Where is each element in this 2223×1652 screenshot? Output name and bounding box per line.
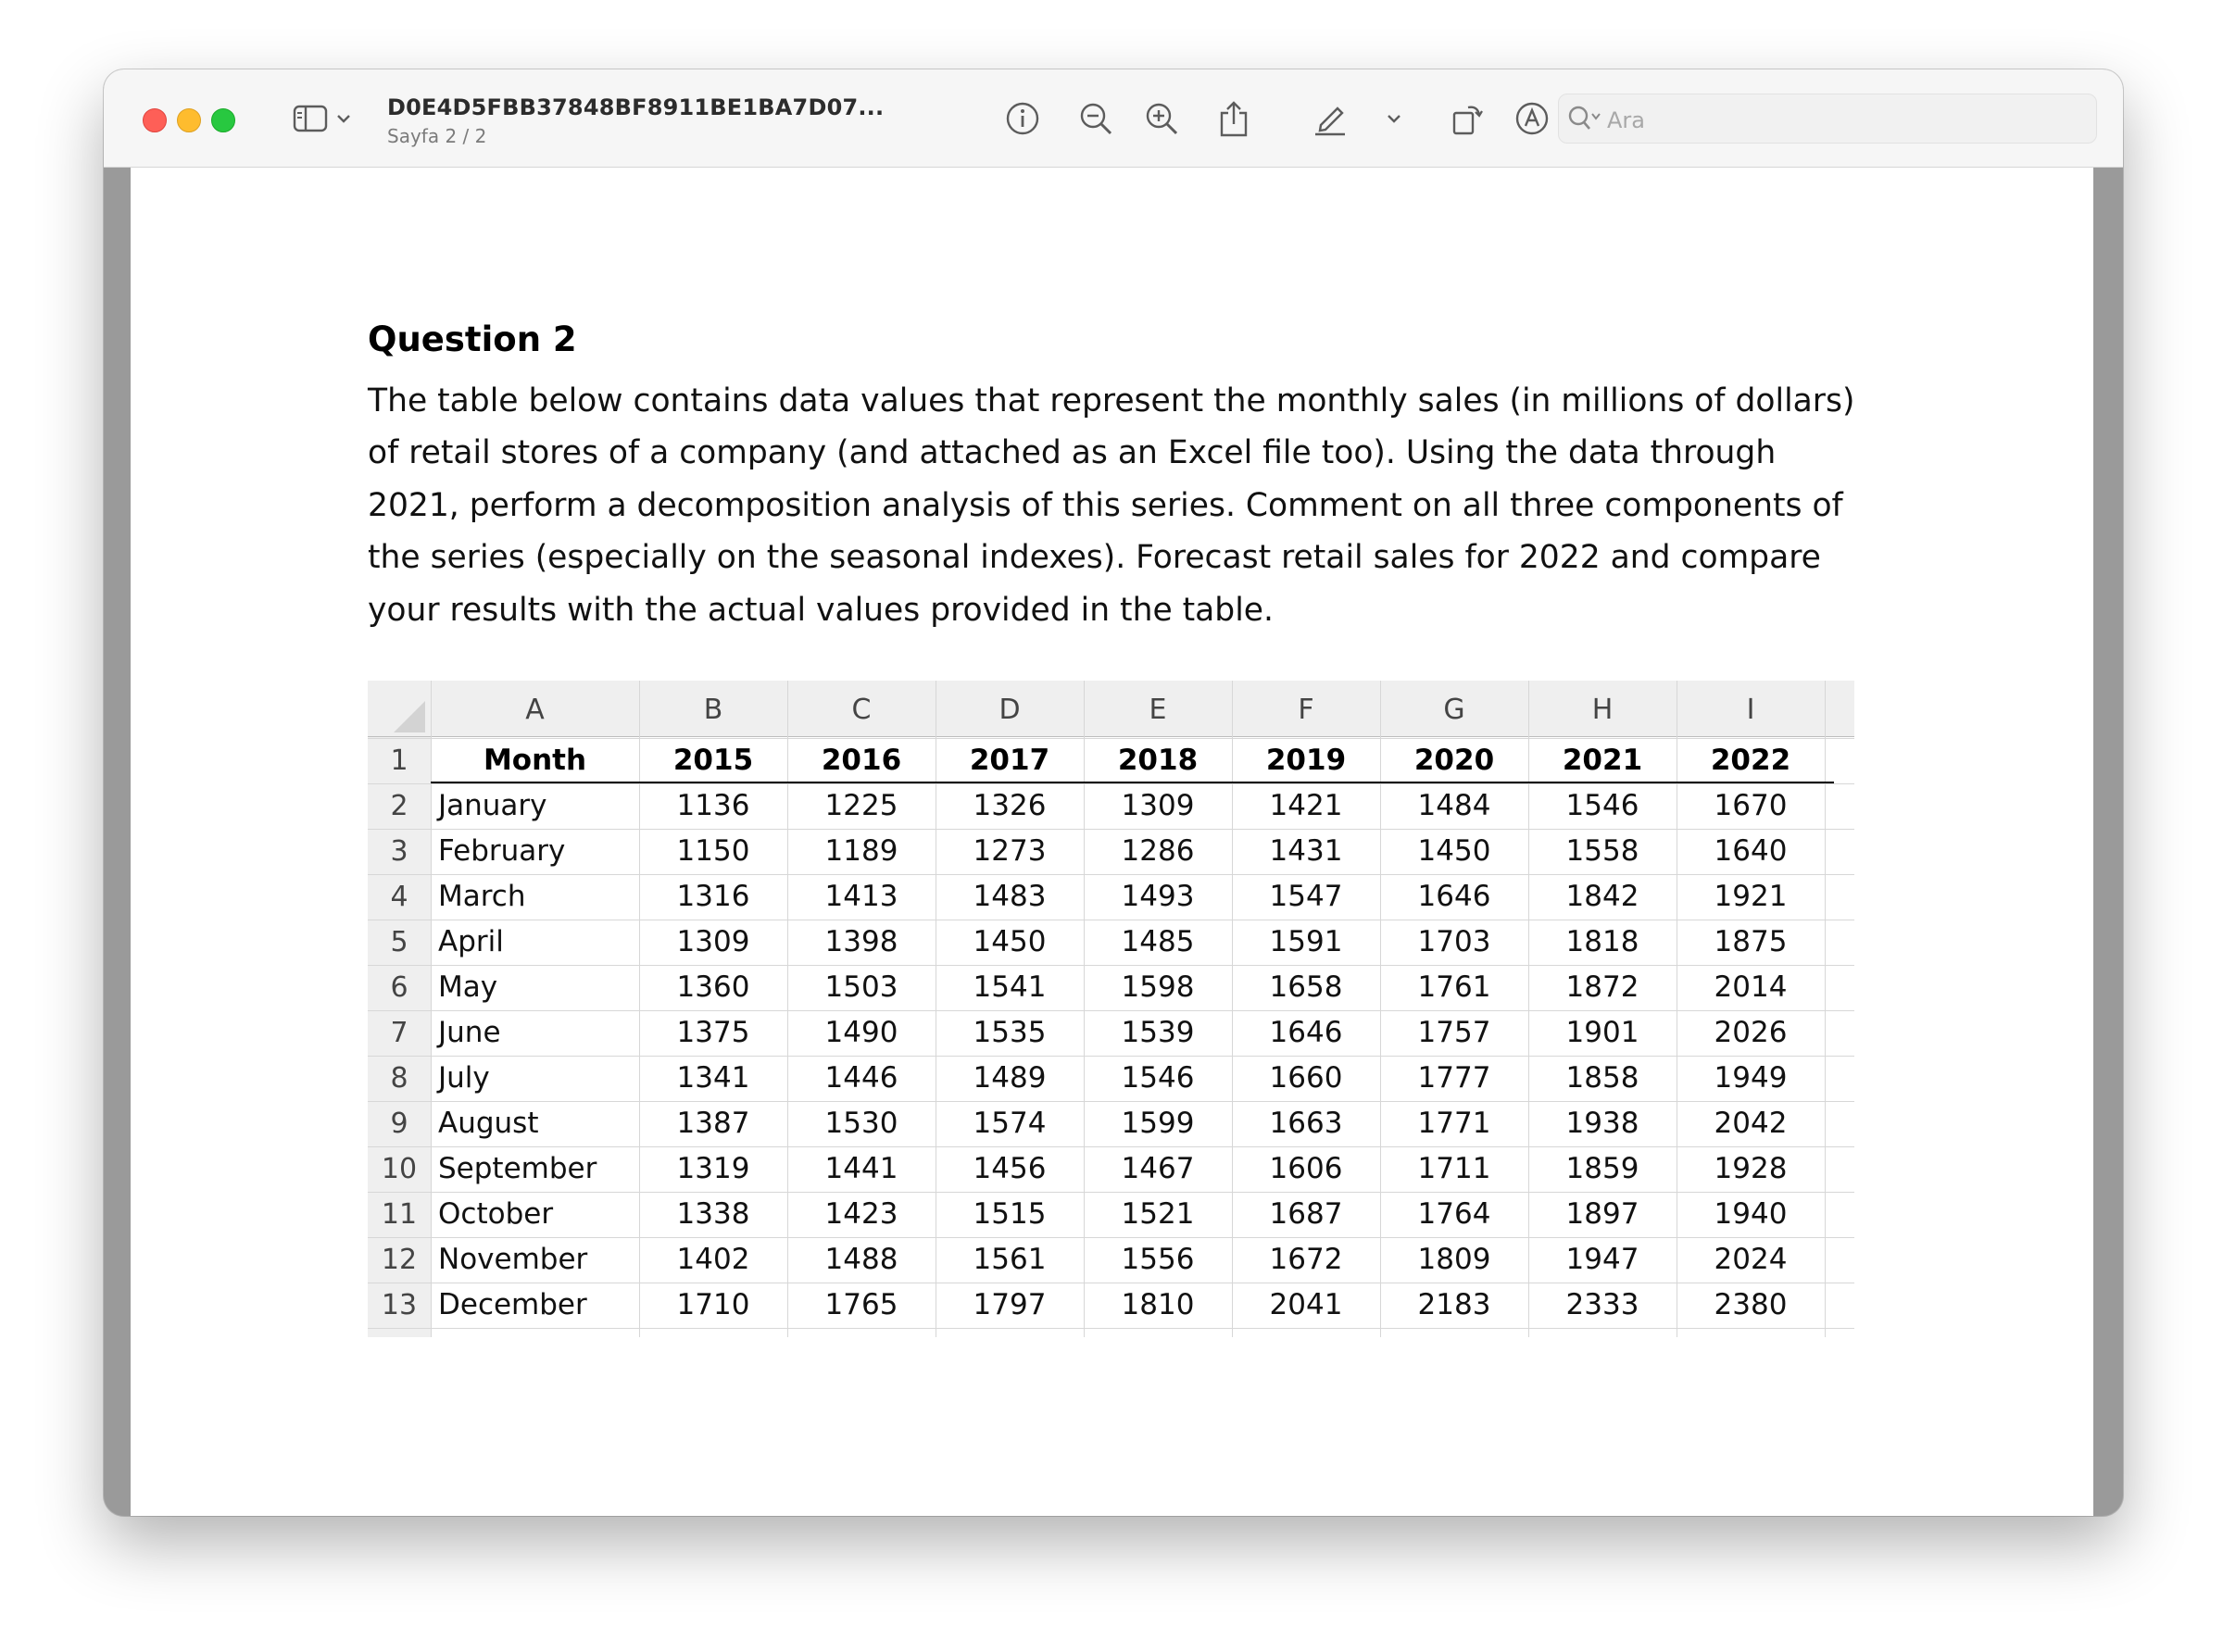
sales-value-cell: 1556 (1121, 1243, 1195, 1276)
question-title: Question 2 (368, 319, 577, 359)
search-field[interactable] (1558, 94, 2097, 144)
header-cell-month: Month (483, 744, 587, 777)
header-cell-year: 2019 (1265, 744, 1347, 777)
sales-value-cell: 1558 (1565, 834, 1639, 868)
sales-value-cell: 1546 (1121, 1061, 1195, 1095)
month-label-cell: May (438, 970, 498, 1004)
sales-value-cell: 1859 (1565, 1152, 1639, 1185)
header-divider (368, 736, 1854, 737)
sales-value-cell: 1710 (676, 1288, 750, 1321)
sales-value-cell: 1150 (676, 834, 750, 868)
sales-value-cell: 1764 (1417, 1197, 1491, 1231)
month-label-cell: March (438, 880, 526, 913)
sales-value-cell: 1901 (1565, 1016, 1639, 1049)
sales-value-cell: 1319 (676, 1152, 750, 1185)
sales-value-cell: 1921 (1714, 880, 1788, 913)
row-header-4[interactable]: 4 (390, 881, 408, 913)
sales-value-cell: 1670 (1714, 789, 1788, 822)
info-icon[interactable] (1004, 97, 1041, 140)
sales-value-cell: 1485 (1121, 925, 1195, 958)
sidebar-icon[interactable] (291, 97, 330, 140)
sales-value-cell: 1189 (824, 834, 898, 868)
sales-value-cell: 1547 (1269, 880, 1343, 913)
sales-value-cell: 1456 (973, 1152, 1047, 1185)
sales-value-cell: 1660 (1269, 1061, 1343, 1095)
sales-value-cell: 1483 (973, 880, 1047, 913)
sales-value-cell: 1489 (973, 1061, 1047, 1095)
sales-value-cell: 1341 (676, 1061, 750, 1095)
sales-value-cell: 2024 (1714, 1243, 1788, 1276)
sales-value-cell: 1375 (676, 1016, 750, 1049)
sales-value-cell: 1309 (676, 925, 750, 958)
sales-value-cell: 1503 (824, 970, 898, 1004)
sales-value-cell: 1672 (1269, 1243, 1343, 1276)
sales-value-cell: 1663 (1269, 1107, 1343, 1140)
rotate-icon[interactable] (1449, 97, 1486, 140)
header-cell-year: 2021 (1562, 744, 1643, 777)
header-cell-year: 2016 (821, 744, 902, 777)
sales-value-cell: 1488 (824, 1243, 898, 1276)
markup-pen-icon[interactable] (1311, 97, 1350, 140)
month-label-cell: July (438, 1061, 490, 1095)
column-header-a[interactable]: A (525, 694, 545, 726)
column-header-i[interactable]: I (1746, 694, 1755, 726)
sales-value-cell: 1940 (1714, 1197, 1788, 1231)
zoom-in-icon[interactable] (1143, 97, 1180, 140)
sales-value-cell: 1606 (1269, 1152, 1343, 1185)
column-header-e[interactable]: E (1149, 694, 1167, 726)
sales-value-cell: 1897 (1565, 1197, 1639, 1231)
column-header-g[interactable]: G (1443, 694, 1465, 726)
sales-value-cell: 1530 (824, 1107, 898, 1140)
row-header-13[interactable]: 13 (381, 1289, 418, 1321)
sales-value-cell: 1947 (1565, 1243, 1639, 1276)
spreadsheet-image (368, 681, 1854, 1337)
select-all-corner (394, 701, 425, 732)
markup-circle-icon[interactable] (1513, 97, 1551, 140)
row-header-8[interactable]: 8 (390, 1062, 408, 1095)
row-header-6[interactable]: 6 (390, 971, 408, 1004)
question-text: The table below contains data values that represent the monthly sales (in millions of dollars) of retail stores of a company (and attached as an Excel file too). Using the data through 2021, perform a decomposition analysis of this series. Comment on all three components of the series (especially on the seasonal indexes). Forecast retail sales for 2022 and compare your results with the actual values provided in the table. (368, 382, 1855, 629)
sales-value-cell: 1818 (1565, 925, 1639, 958)
column-header-c[interactable]: C (851, 694, 872, 726)
zoom-out-icon[interactable] (1077, 97, 1114, 140)
preview-window (104, 69, 2123, 1516)
header-cell-year: 2017 (969, 744, 1050, 777)
close-window-button[interactable] (143, 108, 167, 132)
month-label-cell: December (438, 1288, 587, 1321)
header-cell-year: 2020 (1413, 744, 1495, 777)
search-icon (1566, 104, 1605, 138)
sales-value-cell: 1446 (824, 1061, 898, 1095)
month-label-cell: January (438, 789, 547, 822)
minimize-window-button[interactable] (177, 108, 201, 132)
sales-value-cell: 1450 (1417, 834, 1491, 868)
sales-value-cell: 1842 (1565, 880, 1639, 913)
sales-value-cell: 1441 (824, 1152, 898, 1185)
sales-value-cell: 1938 (1565, 1107, 1639, 1140)
sales-value-cell: 1658 (1269, 970, 1343, 1004)
sales-value-cell: 2183 (1417, 1288, 1491, 1321)
share-icon[interactable] (1215, 97, 1252, 140)
row-header-3[interactable]: 3 (390, 835, 408, 868)
sales-value-cell: 1338 (676, 1197, 750, 1231)
sales-value-cell: 1402 (676, 1243, 750, 1276)
month-label-cell: November (438, 1243, 588, 1276)
sales-value-cell: 1875 (1714, 925, 1788, 958)
column-header-h[interactable]: H (1591, 694, 1614, 726)
column-header-f[interactable]: F (1298, 694, 1314, 726)
row-header-5[interactable]: 5 (390, 926, 408, 958)
titlebar (104, 69, 2123, 168)
grid-vline (1825, 681, 1826, 1337)
month-label-cell: April (438, 925, 504, 958)
sales-value-cell: 1286 (1121, 834, 1195, 868)
sales-value-cell: 1757 (1417, 1016, 1491, 1049)
chevron-down-icon[interactable] (333, 97, 354, 140)
row-header-1[interactable]: 1 (390, 745, 408, 777)
search-placeholder: Ara (1607, 107, 1645, 133)
sales-value-cell: 1515 (973, 1197, 1047, 1231)
sales-value-cell: 1493 (1121, 880, 1195, 913)
sales-value-cell: 1949 (1714, 1061, 1788, 1095)
row-header-11[interactable]: 11 (381, 1198, 418, 1231)
sales-value-cell: 2333 (1565, 1288, 1639, 1321)
sales-value-cell: 2041 (1269, 1288, 1343, 1321)
grid-hline (368, 1328, 1854, 1329)
month-label-cell: June (438, 1016, 501, 1049)
sales-value-cell: 1521 (1121, 1197, 1195, 1231)
sales-value-cell: 1687 (1269, 1197, 1343, 1231)
sales-value-cell: 2042 (1714, 1107, 1788, 1140)
document-title: D0E4D5FBB37848BF8911BE1BA7D07... (387, 94, 885, 120)
column-header-d[interactable]: D (998, 694, 1021, 726)
sales-value-cell: 1858 (1565, 1061, 1639, 1095)
row-header-12[interactable]: 12 (381, 1244, 418, 1276)
sales-value-cell: 1711 (1417, 1152, 1491, 1185)
sales-value-cell: 1398 (824, 925, 898, 958)
sales-value-cell: 1771 (1417, 1107, 1491, 1140)
sales-value-cell: 1316 (676, 880, 750, 913)
sales-value-cell: 1484 (1417, 789, 1491, 822)
month-label-cell: February (438, 834, 566, 868)
zoom-window-button[interactable] (211, 108, 235, 132)
sales-value-cell: 1765 (824, 1288, 898, 1321)
row-header-9[interactable]: 9 (390, 1108, 408, 1140)
pdf-page (131, 168, 2093, 1516)
sales-value-cell: 2380 (1714, 1288, 1788, 1321)
sales-value-cell: 1809 (1417, 1243, 1491, 1276)
row-header-7[interactable]: 7 (390, 1017, 408, 1049)
sales-value-cell: 1309 (1121, 789, 1195, 822)
sales-value-cell: 1574 (973, 1107, 1047, 1140)
sales-value-cell: 1599 (1121, 1107, 1195, 1140)
header-cell-year: 2015 (672, 744, 754, 777)
sales-value-cell: 1539 (1121, 1016, 1195, 1049)
sales-value-cell: 1777 (1417, 1061, 1491, 1095)
sales-value-cell: 1535 (973, 1016, 1047, 1049)
sales-value-cell: 1541 (973, 970, 1047, 1004)
sales-value-cell: 1431 (1269, 834, 1343, 868)
sales-value-cell: 1591 (1269, 925, 1343, 958)
sales-value-cell: 2026 (1714, 1016, 1788, 1049)
sales-value-cell: 1360 (676, 970, 750, 1004)
sales-value-cell: 2014 (1714, 970, 1788, 1004)
sales-value-cell: 1423 (824, 1197, 898, 1231)
sales-value-cell: 1326 (973, 789, 1047, 822)
sales-value-cell: 1810 (1121, 1288, 1195, 1321)
chevron-down-icon[interactable] (1384, 97, 1404, 140)
sales-value-cell: 1546 (1565, 789, 1639, 822)
sales-value-cell: 1703 (1417, 925, 1491, 958)
sales-value-cell: 1598 (1121, 970, 1195, 1004)
column-header-b[interactable]: B (703, 694, 723, 726)
sales-value-cell: 1136 (676, 789, 750, 822)
row-header-2[interactable]: 2 (390, 790, 408, 822)
sales-value-cell: 1797 (973, 1288, 1047, 1321)
sales-value-cell: 1421 (1269, 789, 1343, 822)
header-cell-year: 2022 (1710, 744, 1791, 777)
month-label-cell: September (438, 1152, 597, 1185)
sales-value-cell: 1761 (1417, 970, 1491, 1004)
sales-value-cell: 1273 (973, 834, 1047, 868)
sales-value-cell: 1225 (824, 789, 898, 822)
sales-value-cell: 1467 (1121, 1152, 1195, 1185)
month-label-cell: October (438, 1197, 554, 1231)
sales-value-cell: 1561 (973, 1243, 1047, 1276)
sales-value-cell: 1872 (1565, 970, 1639, 1004)
sales-value-cell: 1928 (1714, 1152, 1788, 1185)
header-cell-year: 2018 (1117, 744, 1199, 777)
month-label-cell: August (438, 1107, 539, 1140)
sales-value-cell: 1646 (1269, 1016, 1343, 1049)
sales-value-cell: 1413 (824, 880, 898, 913)
sales-value-cell: 1387 (676, 1107, 750, 1140)
sales-value-cell: 1640 (1714, 834, 1788, 868)
row-header-10[interactable]: 10 (381, 1153, 418, 1185)
sales-value-cell: 1450 (973, 925, 1047, 958)
sales-value-cell: 1490 (824, 1016, 898, 1049)
page-indicator: Sayfa 2 / 2 (387, 125, 487, 147)
sales-value-cell: 1646 (1417, 880, 1491, 913)
